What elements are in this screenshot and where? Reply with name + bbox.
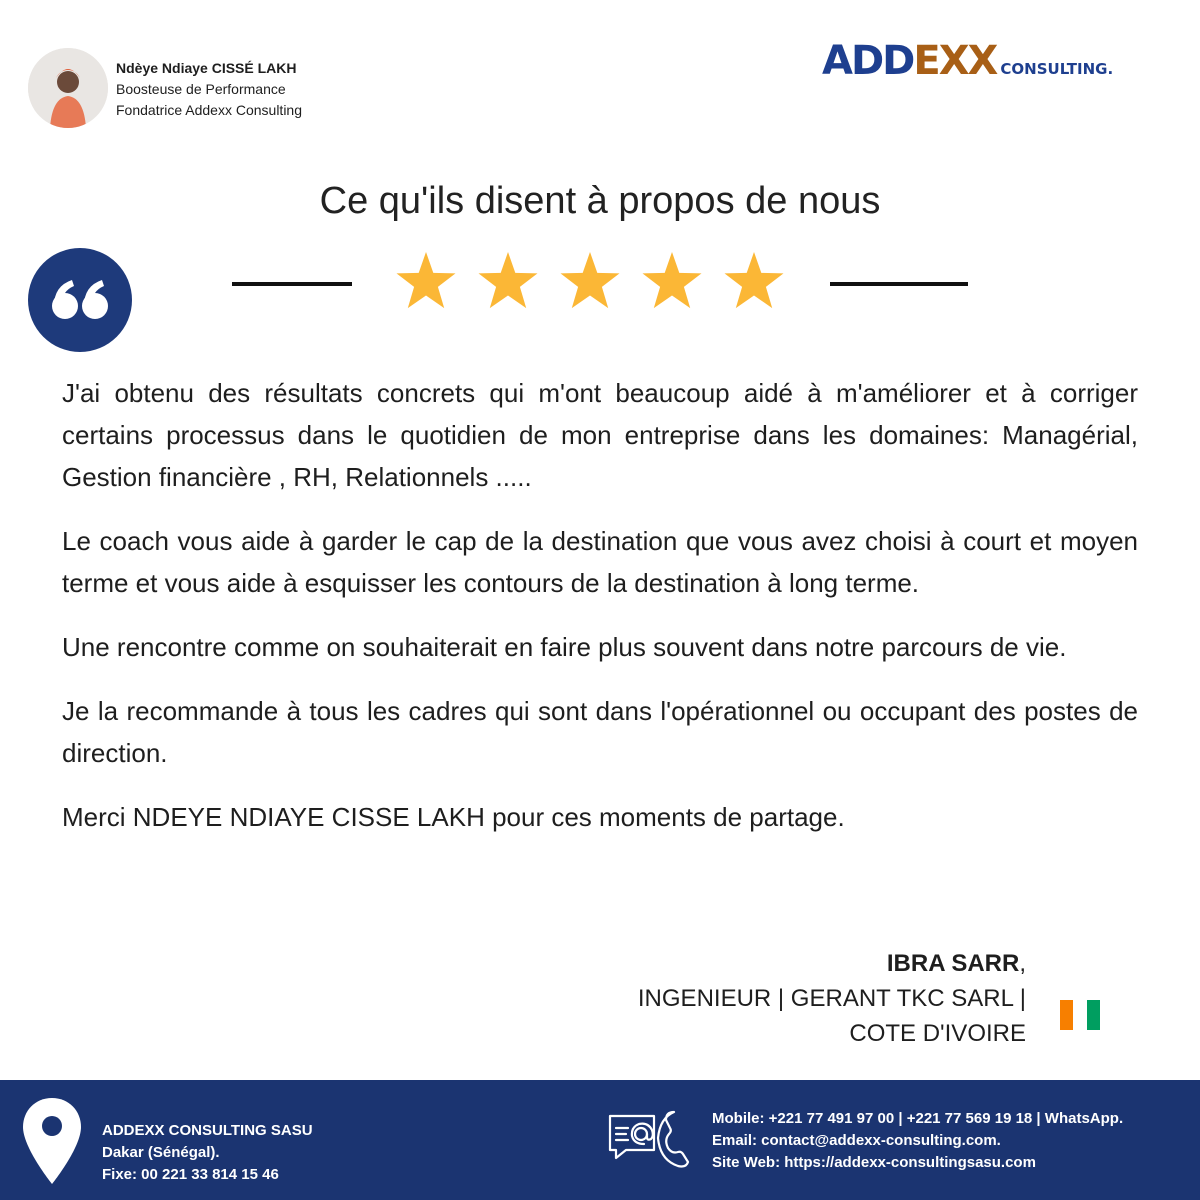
logo-consulting: CONSULTING. bbox=[1000, 60, 1114, 78]
company-city: Dakar (Sénégal). bbox=[102, 1144, 220, 1161]
star-icon bbox=[643, 252, 702, 308]
contact-phone-email-icon bbox=[604, 1106, 696, 1172]
quote-icon bbox=[28, 248, 132, 352]
footer bbox=[0, 1080, 1200, 1200]
star-icon bbox=[397, 252, 456, 308]
testimonial-paragraph: J'ai obtenu des résultats concrets qui m'ont beaucoup aidé à m'améliorer et à corriger certains processus dans le quotidien de mon entreprise dans les domaines: Managérial, Gestion financière , RH, Relationnels ..... bbox=[62, 378, 1138, 492]
divider-right bbox=[830, 282, 968, 286]
star-icon bbox=[725, 252, 784, 308]
star-icon bbox=[561, 252, 620, 308]
address-block bbox=[102, 1120, 313, 1186]
signature-country: COTE D'IVOIRE bbox=[849, 1020, 1026, 1047]
testimonial-paragraph: Merci NDEYE NDIAYE CISSE LAKH pour ces moments de partage. bbox=[62, 802, 845, 832]
location-pin-icon bbox=[20, 1096, 84, 1188]
testimonial-body bbox=[62, 372, 1138, 860]
flag-stripe bbox=[1087, 1000, 1100, 1030]
author-avatar bbox=[28, 48, 108, 128]
testimonial-paragraph: Je la recommande à tous les cadres qui sont dans l'opérationnel ou occupant des postes de direction. bbox=[62, 696, 1138, 768]
page-title: Ce qu'ils disent à propos de nous bbox=[319, 180, 881, 222]
contact-mobile: Mobile: +221 77 491 97 00 | +221 77 569 19 18 | WhatsApp. bbox=[712, 1110, 1124, 1127]
contact-block bbox=[712, 1108, 1123, 1174]
testimonial-paragraph: Une rencontre comme on souhaiterait en faire plus souvent dans notre parcours de vie. bbox=[62, 632, 1067, 662]
contact-email: Email: contact@addexx-consulting.com. bbox=[712, 1132, 1001, 1149]
rating-stars bbox=[392, 250, 792, 316]
testimonial-paragraph: Le coach vous aide à garder le cap de la destination que vous avez choisi à court et moyen terme et vous aide à esquisser les contours de la destination à long terme. bbox=[62, 526, 1138, 598]
flag-stripe bbox=[1060, 1000, 1073, 1030]
star-icon bbox=[479, 252, 538, 308]
author-name: Ndèye Ndiaye CISSÉ LAKH bbox=[116, 60, 297, 76]
author-role: Boosteuse de Performance bbox=[116, 81, 286, 97]
company-name: ADDEXX CONSULTING SASU bbox=[102, 1122, 313, 1139]
author-role: Fondatrice Addexx Consulting bbox=[116, 102, 302, 118]
logo-add: ADD bbox=[822, 38, 914, 84]
author-block bbox=[116, 58, 302, 121]
ivory-coast-flag-icon bbox=[1060, 1000, 1100, 1030]
company-phone: Fixe: 00 221 33 814 15 46 bbox=[102, 1166, 279, 1183]
signature-title: INGENIEUR | GERANT TKC SARL | bbox=[637, 985, 1026, 1012]
signature-name: IBRA SARR bbox=[886, 950, 1020, 977]
signature-comma: , bbox=[1019, 950, 1026, 977]
contact-website: Site Web: https://addexx-consultingsasu.com bbox=[712, 1154, 1036, 1171]
logo-exx: EXX bbox=[913, 38, 997, 84]
flag-stripe bbox=[1073, 1000, 1086, 1030]
divider-left bbox=[232, 282, 352, 286]
signature bbox=[638, 946, 1026, 1051]
addexx-logo bbox=[822, 38, 1113, 88]
